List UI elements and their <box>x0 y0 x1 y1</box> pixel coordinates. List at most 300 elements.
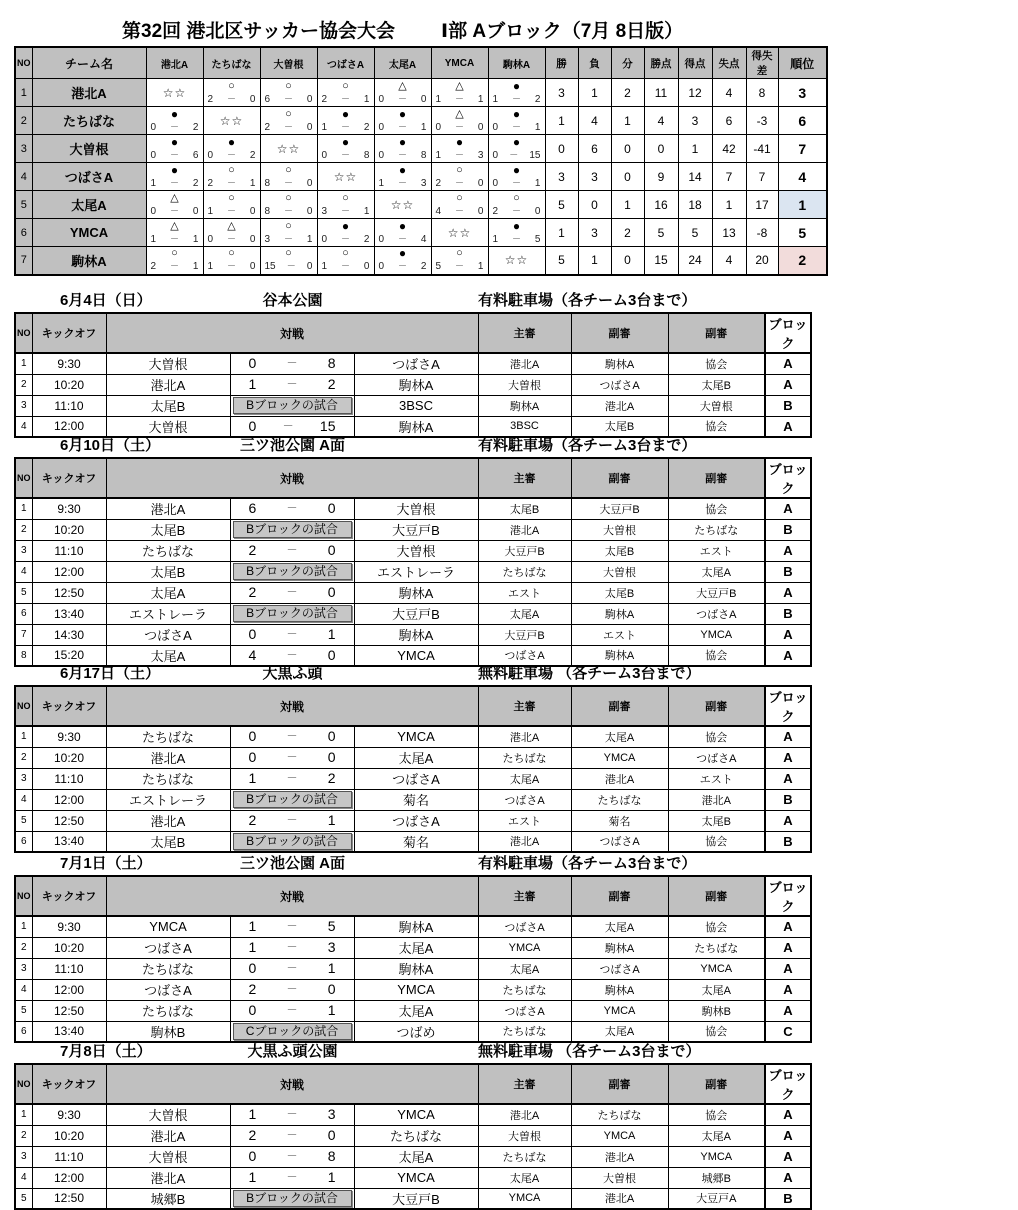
assistant-referee-2: 協会 <box>668 1021 765 1042</box>
schedule-header-cell: NO <box>15 1064 32 1104</box>
loss-icon: ● <box>341 218 350 233</box>
match-number: 4 <box>15 979 32 1000</box>
result-cell <box>146 135 203 163</box>
result-cell <box>260 163 317 191</box>
standings-header-cell: チーム名 <box>32 47 146 79</box>
self-stars-icon: ☆☆ <box>333 169 358 184</box>
home-team: 太尾B <box>106 831 230 852</box>
schedule-section <box>0 855 1018 1043</box>
score-home: 0 <box>150 121 157 133</box>
match-score <box>231 541 354 560</box>
match-row <box>15 582 811 603</box>
match-row <box>15 519 811 540</box>
score-dash: － <box>286 544 298 556</box>
assistant-referee-1: 太尾A <box>571 726 668 747</box>
assistant-referee-1: YMCA <box>571 747 668 768</box>
score-away: 0 <box>249 261 256 273</box>
score-dash: － <box>511 121 521 132</box>
assistant-referee-1: 太尾B <box>571 582 668 603</box>
assistant-referee-2: つばさA <box>668 603 765 624</box>
score-home: 5 <box>435 261 442 273</box>
score-home: 2 <box>321 93 328 105</box>
kickoff-time: 10:20 <box>32 519 106 540</box>
score-away: 8 <box>363 149 370 161</box>
away-score: 2 <box>327 376 336 392</box>
stat-cell: 0 <box>611 247 644 275</box>
kickoff-time: 9:30 <box>32 916 106 937</box>
score-dash: － <box>169 149 179 160</box>
stat-cell: 6 <box>578 135 611 163</box>
score-dash: － <box>397 93 407 104</box>
score-home: 0 <box>378 233 385 245</box>
schedule-header-cell: NO <box>15 458 32 498</box>
result-cell <box>203 163 260 191</box>
row-number: 7 <box>15 247 32 275</box>
score-home: 0 <box>150 149 157 161</box>
rank-cell: 4 <box>778 163 827 191</box>
score-dash: － <box>286 772 298 784</box>
away-team: YMCA <box>354 1104 478 1125</box>
standings-header-cell: 大曽根 <box>260 47 317 79</box>
schedule-header-cell: キックオフ <box>32 1064 106 1104</box>
result-score <box>432 260 488 273</box>
result-cell <box>488 135 545 163</box>
kickoff-time: 11:10 <box>32 395 106 416</box>
result-score <box>489 233 545 246</box>
standings-header-cell: 順位 <box>778 47 827 79</box>
standings-header-cell: 太尾A <box>374 47 431 79</box>
loss-icon: ● <box>341 106 350 121</box>
home-team: 太尾A <box>106 582 230 603</box>
schedule-header-row <box>15 313 811 353</box>
result-cell <box>488 107 545 135</box>
away-score: 0 <box>327 981 336 997</box>
match-number: 2 <box>15 747 32 768</box>
result-cell <box>431 163 488 191</box>
result-score <box>204 233 260 246</box>
score-away: 0 <box>477 121 484 133</box>
home-team: エストレーラ <box>106 603 230 624</box>
away-score: 0 <box>327 542 336 558</box>
result-score <box>261 205 317 218</box>
self-stars-icon: ☆☆ <box>390 197 415 212</box>
away-score: 1 <box>327 1002 336 1018</box>
stat-cell: 4 <box>712 79 746 107</box>
schedule-header-cell: 副審 <box>668 1064 765 1104</box>
kickoff-time: 10:20 <box>32 1125 106 1146</box>
home-score: 0 <box>248 417 257 434</box>
home-team: エストレーラ <box>106 789 230 810</box>
match-score-cell <box>230 958 354 979</box>
row-number: 2 <box>15 107 32 135</box>
score-home: 2 <box>435 177 442 189</box>
kickoff-time: 12:50 <box>32 1188 106 1209</box>
stat-cell: 1 <box>712 191 746 219</box>
assistant-referee-2: つばさA <box>668 747 765 768</box>
result-cell <box>374 135 431 163</box>
match-row <box>15 1021 811 1042</box>
block-cell: B <box>765 561 811 582</box>
match-number: 8 <box>15 645 32 666</box>
match-score <box>231 1105 354 1124</box>
result-score <box>318 205 374 218</box>
match-row <box>15 937 811 958</box>
assistant-referee-2: 大豆戸B <box>668 582 765 603</box>
result-cell <box>374 163 431 191</box>
score-home: 1 <box>150 233 157 245</box>
match-row <box>15 645 811 666</box>
match-score <box>231 980 354 999</box>
home-score: 0 <box>248 749 257 765</box>
home-team: 港北A <box>106 374 230 395</box>
score-home: 1 <box>492 233 499 245</box>
score-dash: － <box>397 177 407 188</box>
score-away: 1 <box>477 261 484 273</box>
schedule-section <box>0 437 1018 667</box>
win-icon: ○ <box>285 79 292 92</box>
referee: 太尾A <box>478 768 571 789</box>
score-dash: － <box>454 93 464 104</box>
result-cell <box>374 79 431 107</box>
away-team: 太尾A <box>354 1146 478 1167</box>
result-score <box>489 121 545 134</box>
match-score <box>231 1147 354 1166</box>
result-score <box>204 177 260 190</box>
score-dash: － <box>286 1004 298 1016</box>
assistant-referee-2: 港北A <box>668 789 765 810</box>
away-team: 大豆戸B <box>354 519 478 540</box>
score-home: 2 <box>207 93 214 105</box>
block-cell: A <box>765 810 811 831</box>
win-icon: ○ <box>171 247 178 260</box>
team-name-cell: つばさA <box>32 163 146 191</box>
match-number: 1 <box>15 498 32 519</box>
result-cell <box>374 107 431 135</box>
schedule-header-cell: 対戦 <box>106 313 478 353</box>
assistant-referee-1: 大曽根 <box>571 1167 668 1188</box>
score-home: 3 <box>264 233 271 245</box>
schedule-header-cell: NO <box>15 686 32 726</box>
away-team: エストレーラ <box>354 561 478 582</box>
result-score <box>204 149 260 162</box>
score-dash: － <box>286 648 298 661</box>
other-block-match-box: Bブロックの試合 <box>233 521 352 538</box>
match-score-cell <box>230 582 354 603</box>
block-cell: A <box>765 498 811 519</box>
result-cell <box>146 163 203 191</box>
block-cell: A <box>765 1146 811 1167</box>
standings-header-cell: つばさA <box>317 47 374 79</box>
match-row <box>15 1167 811 1188</box>
stat-cell: 11 <box>644 79 678 107</box>
score-home: 4 <box>435 205 442 217</box>
match-score-cell <box>230 916 354 937</box>
match-row <box>15 561 811 582</box>
referee: たちばな <box>478 747 571 768</box>
result-cell <box>146 107 203 135</box>
loss-icon: ● <box>227 134 236 149</box>
schedule-header-cell: キックオフ <box>32 313 106 353</box>
kickoff-time: 12:00 <box>32 979 106 1000</box>
schedule-parking-note: 有料駐車場（各チーム3台まで） <box>478 292 697 309</box>
home-score: 2 <box>248 542 257 558</box>
match-score-cell <box>230 561 354 582</box>
score-dash: － <box>283 93 293 104</box>
match-number: 2 <box>15 374 32 395</box>
score-home: 1 <box>207 261 214 273</box>
kickoff-time: 9:30 <box>32 498 106 519</box>
match-row <box>15 810 811 831</box>
draw-icon: △ <box>170 191 179 204</box>
home-score: 1 <box>248 939 257 955</box>
schedule-header-cell: 副審 <box>571 686 668 726</box>
stat-cell: 0 <box>611 135 644 163</box>
schedule-date: 6月10日（土） <box>60 437 161 454</box>
result-cell <box>488 219 545 247</box>
home-team: たちばな <box>106 1000 230 1021</box>
match-score <box>231 769 354 788</box>
score-home: 8 <box>264 205 271 217</box>
loss-icon: ● <box>455 134 464 149</box>
match-score <box>231 375 354 394</box>
kickoff-time: 13:40 <box>32 831 106 852</box>
kickoff-time: 12:00 <box>32 416 106 437</box>
home-team: 大曽根 <box>106 1104 230 1125</box>
score-home: 1 <box>492 93 499 105</box>
kickoff-time: 9:30 <box>32 726 106 747</box>
match-number: 5 <box>15 1000 32 1021</box>
kickoff-time: 9:30 <box>32 353 106 374</box>
assistant-referee-2: 協会 <box>668 831 765 852</box>
match-number: 6 <box>15 831 32 852</box>
other-block-match-box: Bブロックの試合 <box>233 833 352 850</box>
stat-cell: 2 <box>611 79 644 107</box>
schedule-header-cell: 主審 <box>478 686 571 726</box>
match-number: 3 <box>15 958 32 979</box>
schedule-section-header <box>0 1043 1018 1063</box>
standings-header-cell: 得点 <box>678 47 712 79</box>
block-cell: B <box>765 789 811 810</box>
away-team: 大豆戸B <box>354 1188 478 1209</box>
assistant-referee-1: 駒林A <box>571 979 668 1000</box>
self-stars-icon: ☆☆ <box>276 141 301 156</box>
home-score: 0 <box>248 728 257 745</box>
schedule-header-cell: 対戦 <box>106 686 478 726</box>
match-row <box>15 726 811 747</box>
score-dash: － <box>340 93 350 104</box>
match-score-cell <box>230 1000 354 1021</box>
match-row <box>15 831 811 852</box>
block-cell: A <box>765 1125 811 1146</box>
win-icon: ○ <box>285 107 292 120</box>
stat-cell: 4 <box>578 107 611 135</box>
match-number: 1 <box>15 1104 32 1125</box>
match-score <box>231 583 354 602</box>
match-row <box>15 1146 811 1167</box>
away-score: 1 <box>327 960 336 976</box>
home-team: たちばな <box>106 768 230 789</box>
standings-header-cell: 失点 <box>712 47 746 79</box>
referee: たちばな <box>478 561 571 582</box>
score-dash: － <box>286 983 298 995</box>
result-cell <box>260 247 317 275</box>
schedule-section <box>0 665 1018 853</box>
score-dash: － <box>454 177 464 188</box>
result-cell <box>203 219 260 247</box>
result-cell <box>260 135 317 163</box>
match-row <box>15 353 811 374</box>
kickoff-time: 12:00 <box>32 1167 106 1188</box>
block-cell: A <box>765 958 811 979</box>
result-score <box>432 93 488 106</box>
score-away: 0 <box>477 177 484 189</box>
score-dash: － <box>286 1129 298 1141</box>
loss-icon: ● <box>398 218 407 233</box>
result-cell <box>203 191 260 219</box>
stat-cell: 1 <box>578 247 611 275</box>
stat-cell: 0 <box>578 191 611 219</box>
referee: 港北A <box>478 726 571 747</box>
score-dash: － <box>283 177 293 188</box>
away-score: 0 <box>327 728 336 745</box>
result-cell <box>260 107 317 135</box>
referee: つばさA <box>478 645 571 666</box>
self-stars-icon: ☆☆ <box>219 113 244 128</box>
kickoff-time: 10:20 <box>32 937 106 958</box>
win-icon: ○ <box>228 247 235 260</box>
assistant-referee-2: 協会 <box>668 498 765 519</box>
score-dash: － <box>509 149 519 160</box>
result-score <box>261 177 317 190</box>
away-team: 大豆戸B <box>354 603 478 624</box>
assistant-referee-2: 太尾B <box>668 374 765 395</box>
score-home: 0 <box>150 205 157 217</box>
score-dash: － <box>286 586 298 598</box>
referee: YMCA <box>478 937 571 958</box>
stat-cell: 14 <box>678 163 712 191</box>
score-home: 1 <box>150 177 157 189</box>
result-cell <box>488 191 545 219</box>
schedule-header-cell: 対戦 <box>106 876 478 916</box>
result-score <box>432 121 488 134</box>
match-score <box>231 1001 354 1020</box>
schedule-header-cell: 主審 <box>478 313 571 353</box>
stat-cell: 17 <box>746 191 778 219</box>
referee: つばさA <box>478 1000 571 1021</box>
block-cell: A <box>765 416 811 437</box>
match-number: 5 <box>15 1188 32 1209</box>
assistant-referee-2: 太尾A <box>668 1125 765 1146</box>
score-home: 0 <box>492 121 499 133</box>
assistant-referee-1: エスト <box>571 624 668 645</box>
score-home: 1 <box>435 93 442 105</box>
standings-header-cell: 勝 <box>545 47 578 79</box>
self-stars-icon: ☆☆ <box>504 253 529 268</box>
score-dash: － <box>286 357 298 370</box>
schedule-header-cell: 主審 <box>478 1064 571 1104</box>
match-row <box>15 374 811 395</box>
team-name-cell: YMCA <box>32 219 146 247</box>
score-away: 2 <box>363 233 370 245</box>
match-score-cell <box>230 353 354 374</box>
stat-cell: 5 <box>545 247 578 275</box>
score-home: 6 <box>264 93 271 105</box>
stat-cell: 2 <box>611 219 644 247</box>
away-score: 1 <box>327 1169 336 1185</box>
block-cell: B <box>765 1188 811 1209</box>
draw-icon: △ <box>227 219 236 232</box>
stat-cell: 5 <box>545 191 578 219</box>
rank-cell: 1 <box>778 191 827 219</box>
result-score <box>489 177 545 190</box>
home-score: 0 <box>248 355 257 372</box>
away-score: 0 <box>327 1127 336 1143</box>
win-icon: ○ <box>285 163 292 176</box>
schedule-header-cell: キックオフ <box>32 458 106 498</box>
result-cell <box>317 191 374 219</box>
referee: エスト <box>478 810 571 831</box>
win-icon: ○ <box>285 247 292 260</box>
assistant-referee-1: 大豆戸B <box>571 498 668 519</box>
away-team: 大曽根 <box>354 540 478 561</box>
win-icon: ○ <box>342 79 349 92</box>
match-row <box>15 958 811 979</box>
rank-cell: 2 <box>778 247 827 275</box>
score-home: 2 <box>492 205 499 217</box>
score-away: 0 <box>534 205 541 217</box>
home-score: 0 <box>248 1148 257 1164</box>
block-cell: B <box>765 603 811 624</box>
referee: 3BSC <box>478 416 571 437</box>
score-away: 1 <box>192 261 199 273</box>
result-cell <box>260 219 317 247</box>
stat-cell: 4 <box>712 247 746 275</box>
other-block-match-box: Bブロックの試合 <box>233 397 352 414</box>
score-away: 1 <box>477 93 484 105</box>
match-score-cell <box>230 624 354 645</box>
loss-icon: ● <box>512 134 521 149</box>
away-team: 駒林A <box>354 374 478 395</box>
standings-header-cell: 得失差 <box>746 47 778 79</box>
match-number: 6 <box>15 1021 32 1042</box>
win-icon: ○ <box>228 79 235 92</box>
assistant-referee-1: 太尾B <box>571 540 668 561</box>
score-away: 1 <box>249 177 256 189</box>
schedule-section <box>0 292 1018 438</box>
schedule-header-row <box>15 876 811 916</box>
result-cell <box>374 191 431 219</box>
score-away: 0 <box>192 205 199 217</box>
referee: YMCA <box>478 1188 571 1209</box>
home-team: 大曽根 <box>106 416 230 437</box>
match-score-cell <box>230 726 354 747</box>
draw-icon: △ <box>455 107 464 120</box>
score-away: 0 <box>306 177 313 189</box>
away-team: 駒林A <box>354 958 478 979</box>
match-number: 1 <box>15 353 32 374</box>
block-cell: A <box>765 916 811 937</box>
team-name-cell: 港北A <box>32 79 146 107</box>
referee: 駒林A <box>478 395 571 416</box>
assistant-referee-1: 港北A <box>571 395 668 416</box>
home-score: 1 <box>248 376 257 392</box>
schedule-header-cell: 主審 <box>478 458 571 498</box>
result-score <box>375 260 431 273</box>
schedule-section-header <box>0 665 1018 685</box>
home-score: 1 <box>248 1106 257 1123</box>
home-team: たちばな <box>106 540 230 561</box>
stat-cell: 1 <box>545 107 578 135</box>
